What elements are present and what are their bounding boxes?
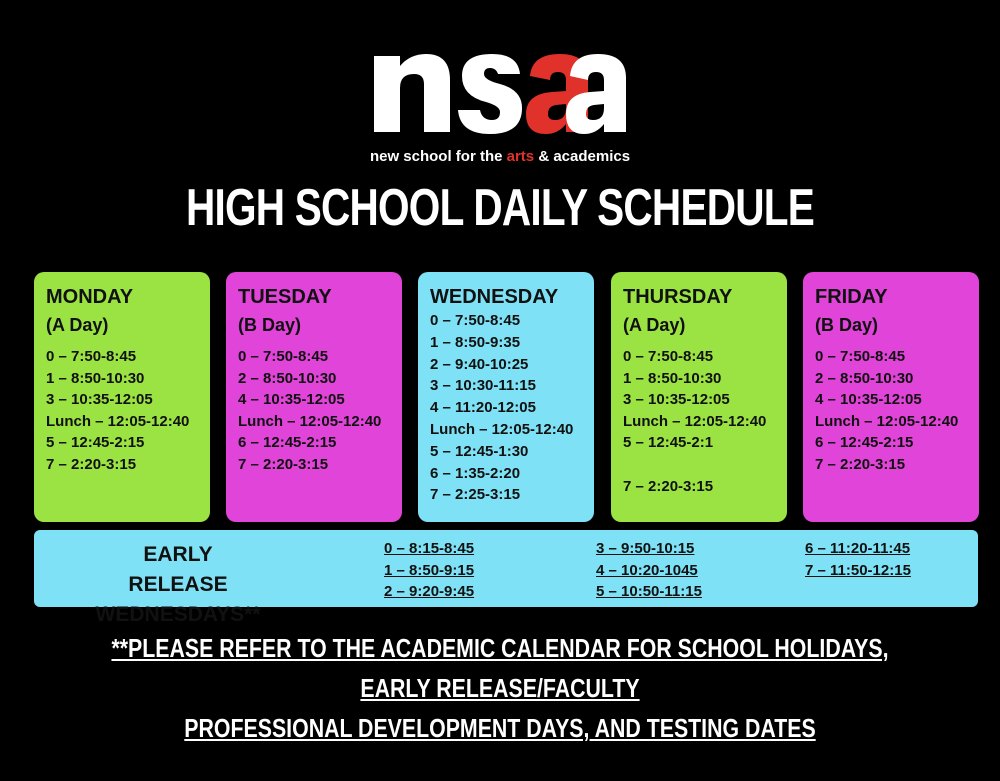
tagline-after: & academics (534, 148, 631, 165)
tagline-arts: arts (506, 148, 535, 165)
period-item: 0 – 7:50-8:45 (623, 348, 714, 365)
day-type: (A Day) (46, 315, 109, 335)
period-item: Lunch – 12:05-12:40 (430, 420, 574, 438)
period-item: 4 – 11:20-12:05 (430, 399, 536, 417)
period-item: 1 – 8:50-10:30 (623, 369, 722, 387)
calendar-note-line1: **PLEASE REFER TO THE ACADEMIC CALENDAR FOR SCHOOL HOLIDAYS, EARLY RELEASE/FACULTY (111, 633, 889, 703)
period-item: 5 – 12:45-2:15 (46, 434, 145, 452)
day-card-monday (34, 272, 210, 522)
period-list (238, 346, 402, 476)
early-period-item: 0 – 8:15-8:45 (384, 540, 475, 557)
period-list (46, 346, 210, 476)
period-item: 1 – 8:50-9:35 (430, 333, 521, 351)
period-item: 2 – 8:50-10:30 (238, 369, 337, 387)
early-release-column-3 (805, 538, 911, 581)
period-item: 7 – 2:20-3:15 (46, 455, 137, 473)
early-release-column-2 (596, 538, 702, 603)
period-item: 3 – 10:35-12:05 (623, 391, 730, 409)
period-item: 0 – 7:50-8:45 (46, 348, 137, 365)
early-period-item: 3 – 9:50-10:15 (596, 540, 695, 557)
period-item: 5 – 12:45-2:1 (623, 434, 714, 452)
period-list (623, 346, 787, 497)
logo-graphic (370, 44, 630, 134)
day-name: FRIDAY (815, 286, 888, 308)
day-name: MONDAY (46, 286, 134, 308)
period-list (815, 346, 979, 476)
tagline-before: new school for the (369, 148, 507, 165)
period-item: 3 – 10:30-11:15 (430, 377, 536, 395)
nsaa-logo (0, 44, 1000, 134)
day-name: TUESDAY (238, 286, 332, 308)
page-title: HIGH SCHOOL DAILY SCHEDULE (185, 179, 815, 237)
period-item: 6 – 1:35-2:20 (430, 464, 521, 482)
day-type: (B Day) (238, 315, 302, 335)
period-item: 0 – 7:50-8:45 (815, 348, 906, 365)
calendar-note-line2: PROFESSIONAL DEVELOPMENT DAYS, AND TESTING DATES (184, 713, 816, 743)
period-gap (623, 454, 787, 476)
period-item: 0 – 7:50-8:45 (238, 348, 329, 365)
day-card-thursday (611, 272, 787, 522)
early-period-item: 5 – 10:50-11:15 (596, 583, 702, 600)
period-item: 3 – 10:35-12:05 (46, 391, 153, 409)
period-item: 4 – 10:35-12:05 (238, 391, 345, 409)
early-release-column-1 (384, 538, 474, 603)
period-item: 2 – 8:50-10:30 (815, 369, 914, 387)
day-name: THURSDAY (623, 286, 733, 308)
early-release-label-line2: WEDNESDAYS** (95, 603, 261, 626)
period-item: 4 – 10:35-12:05 (815, 391, 922, 409)
period-item: 6 – 12:45-2:15 (815, 434, 914, 452)
day-type: (B Day) (815, 315, 879, 335)
period-item: 5 – 12:45-1:30 (430, 442, 529, 460)
logo-tagline (0, 148, 1000, 165)
period-item: Lunch – 12:05-12:40 (46, 412, 190, 430)
period-item: 7 – 2:20-3:15 (238, 455, 329, 473)
period-item: 0 – 7:50-8:45 (430, 312, 521, 329)
period-item: 6 – 12:45-2:15 (238, 434, 337, 452)
period-list (430, 310, 594, 506)
early-period-item: 2 – 9:20-9:45 (384, 583, 475, 600)
early-period-item: 7 – 11:50-12:15 (805, 561, 911, 579)
period-item: 2 – 9:40-10:25 (430, 355, 529, 373)
early-release-label (94, 540, 262, 630)
period-item: Lunch – 12:05-12:40 (815, 412, 959, 430)
day-card-wednesday (418, 272, 594, 522)
period-item: Lunch – 12:05-12:40 (238, 412, 382, 430)
early-period-item: 1 – 8:50-9:15 (384, 561, 475, 579)
early-release-label-line1: EARLY RELEASE (128, 543, 228, 596)
calendar-note (90, 628, 910, 748)
day-card-tuesday (226, 272, 402, 522)
day-type: (A Day) (623, 315, 686, 335)
early-release-panel (34, 530, 978, 626)
period-item: 7 – 2:20-3:15 (815, 455, 906, 473)
early-period-item: 4 – 10:20-1045 (596, 561, 698, 579)
day-name: WEDNESDAY (430, 286, 559, 308)
early-period-item: 6 – 11:20-11:45 (805, 540, 911, 557)
period-item: 1 – 8:50-10:30 (46, 369, 145, 387)
period-item: 7 – 2:25-3:15 (430, 486, 521, 504)
day-card-friday (803, 272, 979, 522)
period-item: 7 – 2:20-3:15 (623, 477, 714, 495)
period-item: Lunch – 12:05-12:40 (623, 412, 767, 430)
